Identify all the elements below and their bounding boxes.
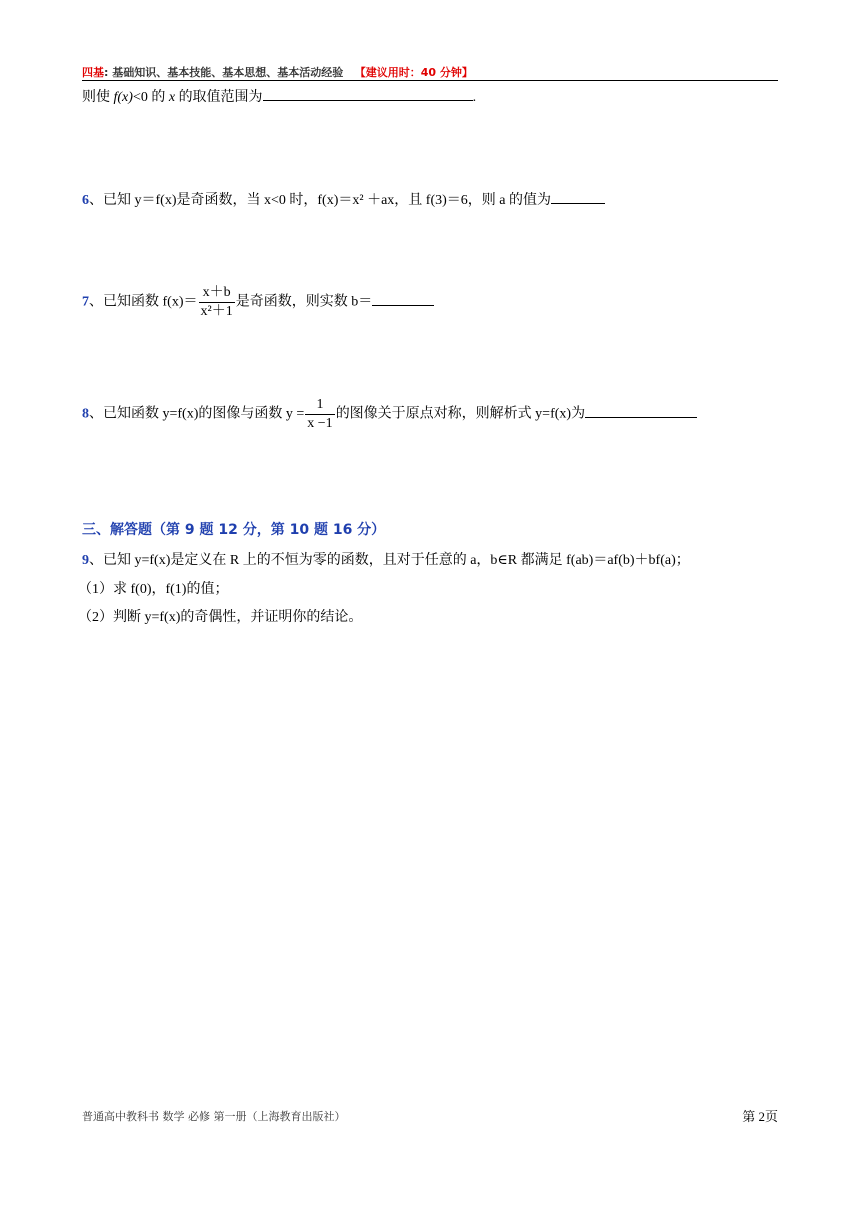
q8-frac-numerator: 1	[316, 397, 324, 412]
q5-text-a: 则使	[82, 90, 114, 105]
footer-book-title: 普通高中教科书 数学 必修 第一册（上海教育出版社）	[82, 1110, 346, 1123]
q8-frac-denominator: x −1	[307, 416, 333, 431]
question-8	[82, 396, 697, 433]
q7-fraction	[199, 284, 235, 321]
q9-part-1: （1）求 f(0)，f(1)的值；	[78, 582, 229, 597]
q7-answer-blank[interactable]	[372, 293, 434, 306]
header-rule	[82, 80, 778, 81]
header-topics: : 基础知识、基本技能、基本思想、基本活动经验	[104, 66, 344, 79]
q9-part-2: （2）判断 y=f(x)的奇偶性，并证明你的结论。	[78, 610, 363, 625]
q8-number: 8	[82, 406, 89, 422]
q5-text-c: 的取值范围为	[175, 90, 263, 105]
q8-fraction	[305, 396, 334, 433]
q5-x: x	[168, 90, 176, 105]
q6-answer-blank[interactable]	[551, 191, 605, 204]
q7-number: 7	[82, 294, 89, 310]
q8-answer-blank[interactable]	[585, 405, 697, 418]
q5-tail	[82, 86, 476, 106]
q5-fx: f(x)	[113, 90, 133, 105]
q9-text: 、已知 y=f(x)是定义在 R 上的不恒为零的函数，且对于任意的 a，b∈R 都满足 f(ab)＝af(b)＋bf(a)；	[89, 553, 690, 568]
question-7	[82, 284, 434, 321]
q7-frac-denominator: x²＋1	[200, 304, 233, 319]
q5-end: .	[472, 90, 477, 105]
footer-page-number: 第 2页	[742, 1109, 778, 1124]
q8-lead: 、已知函数 y=f(x)的图像与函数 y =	[89, 406, 305, 422]
q7-lead: 、已知函数 f(x)＝	[89, 294, 198, 310]
q9-number: 9	[82, 553, 89, 568]
page-header	[82, 64, 473, 80]
question-6	[82, 189, 605, 209]
header-prefix: 四基	[82, 66, 104, 79]
q6-text: 、已知 y＝f(x)是奇函数，当 x<0 时，f(x)＝x² ＋ax，且 f(3)＝6，则 a 的值为	[89, 193, 551, 208]
q6-number: 6	[82, 193, 89, 208]
q5-text-b: <0 的	[132, 90, 169, 105]
q7-tail: 是奇函数，则实数 b＝	[235, 294, 373, 310]
question-9	[82, 549, 690, 569]
section-title-solutions: 三、解答题（第 9 题 12 分，第 10 题 16 分）	[82, 522, 386, 538]
header-time: 【建议用时：40 分钟】	[354, 66, 473, 79]
q5-answer-blank[interactable]	[263, 88, 473, 101]
q8-tail: 的图像关于原点对称，则解析式 y=f(x)为	[335, 406, 586, 422]
q7-frac-numerator: x＋b	[202, 285, 231, 300]
